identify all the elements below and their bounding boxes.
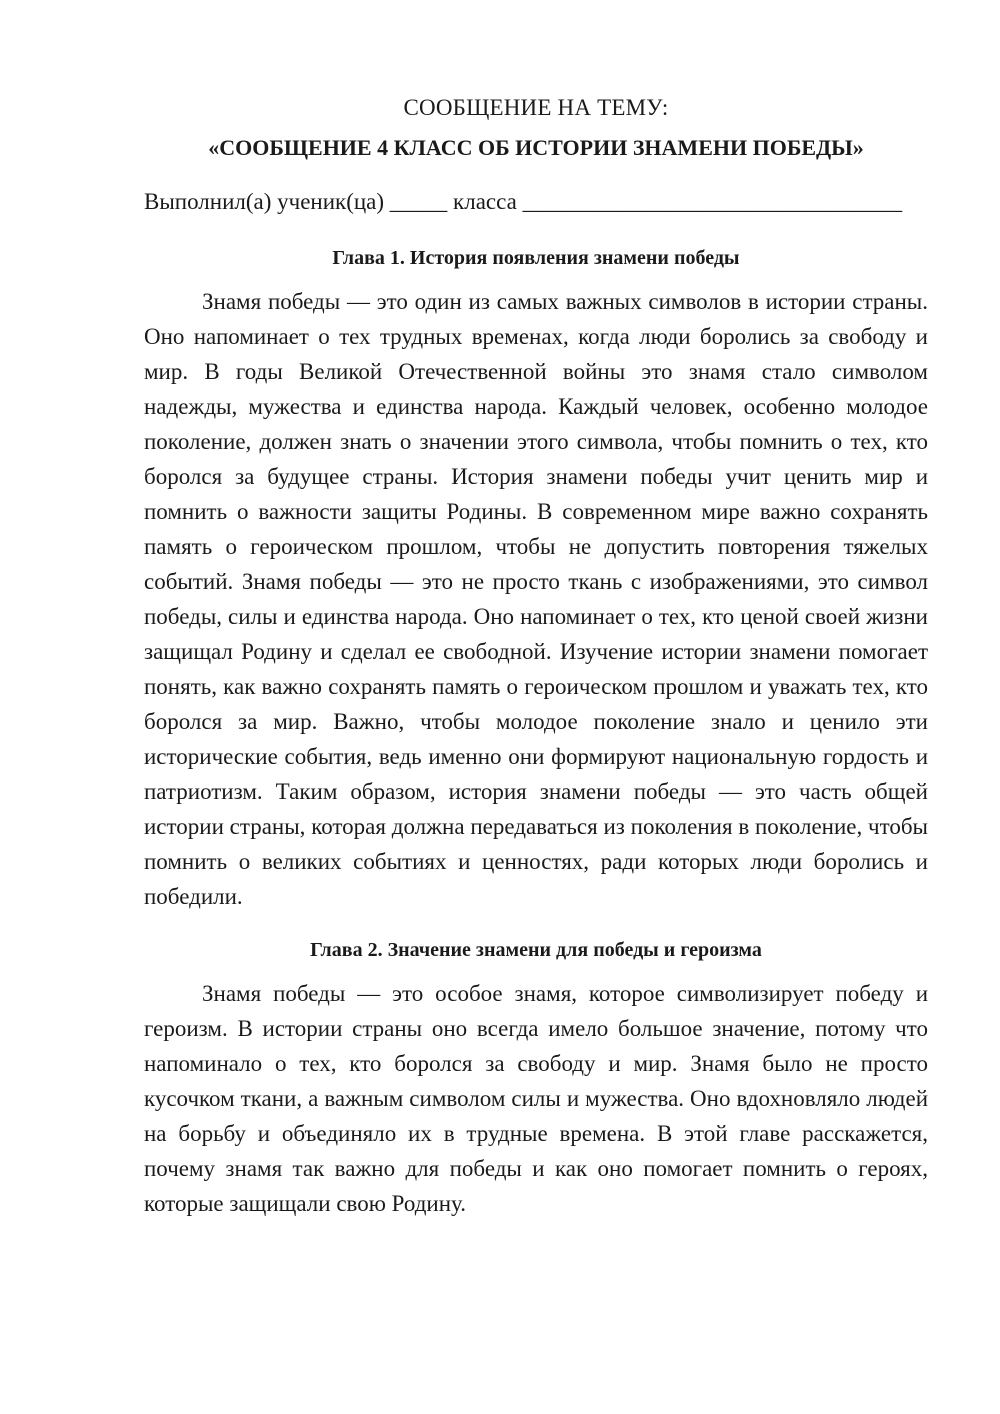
document-subtitle: «СООБЩЕНИЕ 4 КЛАСС ОБ ИСТОРИИ ЗНАМЕНИ ПОБЕДЫ» — [208, 135, 864, 160]
chapter-2 — [144, 934, 928, 1221]
chapter-heading: Глава 1. История появления знамени победы — [332, 247, 740, 269]
chapter-1 — [144, 242, 928, 914]
author-line: Выполнил(а) ученик(ца) _____ класса _________________________________ — [144, 189, 903, 214]
chapter-heading: Глава 2. Значение знамени для победы и героизма — [310, 939, 762, 961]
chapter-paragraph: Знамя победы — это особое знамя, которое символизирует победу и героизм. В истории страны оно всегда имело большое значение, потому что напоминало о тех, кто боролся за свободу и мир. Знамя было не просто кусочком ткани, а важным символом силы и мужества. Оно вдохновляло людей на борьбу и объединяло их в трудные времена. В этой главе расскажется, почему знамя так важно для победы и как оно помогает помнить о героях, которые защищали свою Родину. — [144, 981, 928, 1216]
document-title: СООБЩЕНИЕ НА ТЕМУ: — [403, 95, 669, 120]
chapter-paragraph: Знамя победы — это один из самых важных символов в истории страны. Оно напоминает о тех трудных временах, когда люди боролись за свободу и мир. В годы Великой Отечественной войны это знамя стало символом надежды, мужества и единства народа. Каждый человек, особенно молодое поколение, должен знать о значении этого символа, чтобы помнить о тех, кто боролся за будущее страны. История знамени победы учит ценить мир и помнить о важности защиты Родины. В современном мире важно сохранять память о героическом прошлом, чтобы не допустить повторения тяжелых событий. Знамя победы — это не просто ткань с изображениями, это символ победы, силы и единства народа. Оно напоминает о тех, кто ценой своей жизни защищал Родину и сделал ее свободной. Изучение истории знамени помогает понять, как важно сохранять память о героическом прошлом и уважать тех, кто боролся за мир. Важно, чтобы молодое поколение знало и ценило эти исторические события, ведь именно они формируют национальную гордость и патриотизм. Таким образом, история знамени победы — это часть общей истории страны, которая должна передаваться из поколения в поколение, чтобы помнить о великих событиях и ценностях, ради которых люди боролись и победили. — [144, 289, 928, 909]
